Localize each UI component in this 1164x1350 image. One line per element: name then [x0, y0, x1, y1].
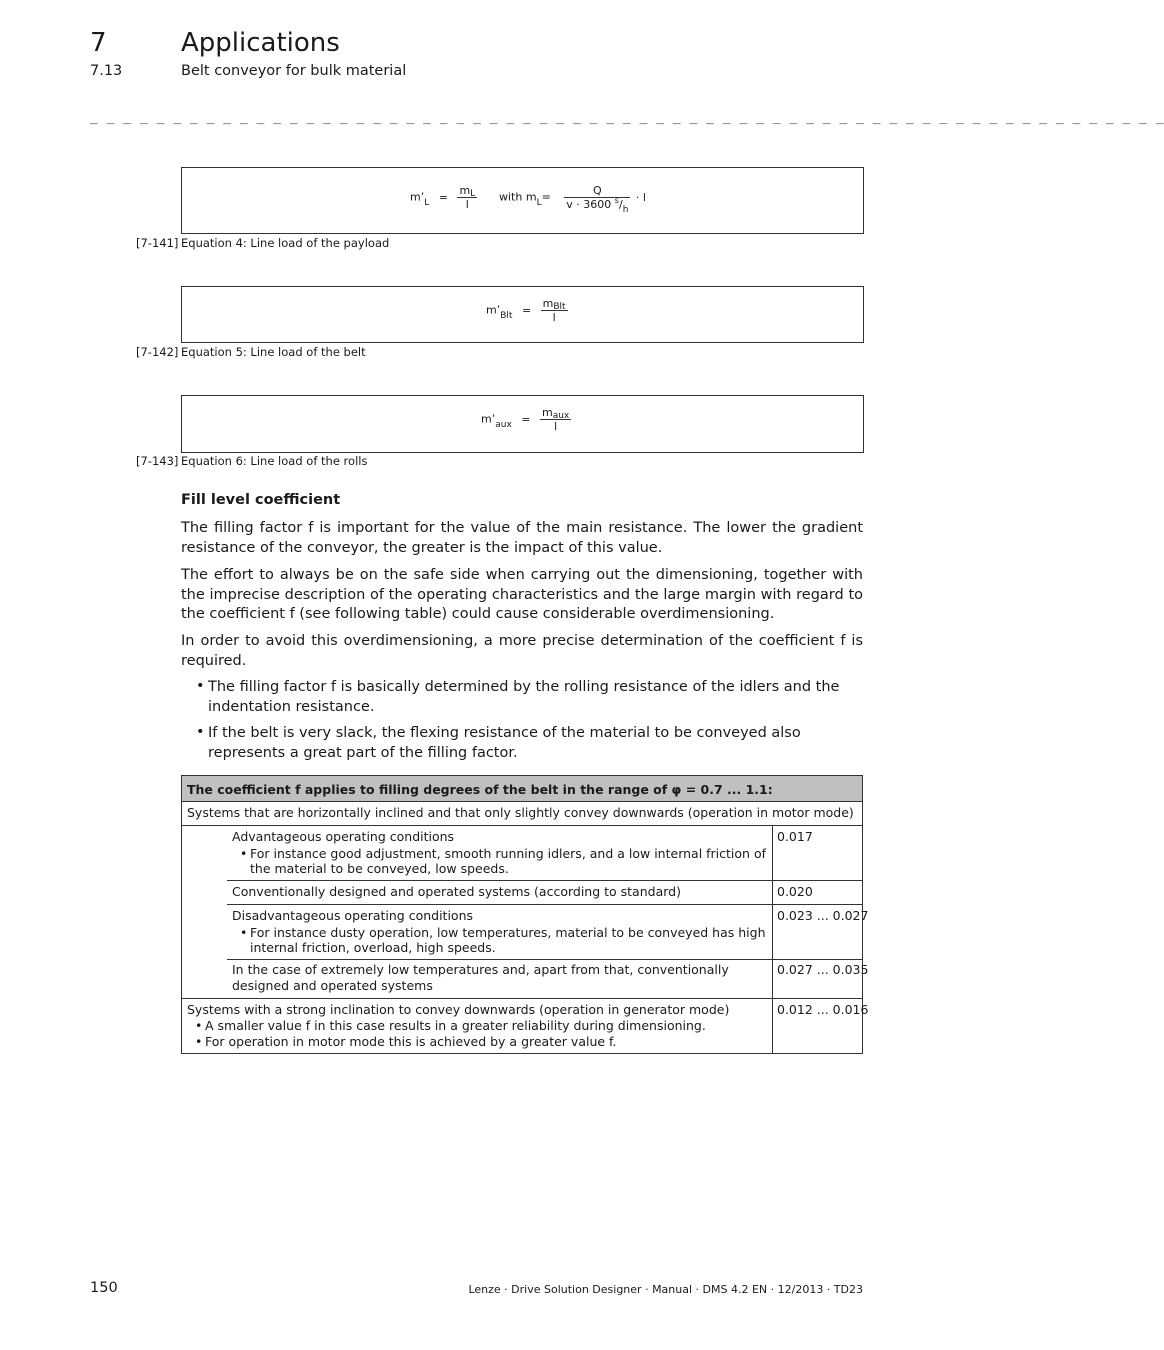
group-2-bullet-2: [195, 1034, 767, 1050]
eq1-num: m: [459, 184, 471, 197]
section-number: 7.13: [90, 63, 123, 79]
bullet-item-2: If the belt is very slack, the flexing resistance of the material to be conveyed also represents a great part of the filling factor.: [208, 725, 801, 761]
eq1-den2-sup: s: [614, 196, 619, 205]
paragraph-2: The effort to always be on the safe side when carrying out the dimensioning, together with the imprecise description of the operating characteristics and the large margin with regard to the coefficient f (see following table) could cause considerable overdimensioning.: [181, 567, 863, 622]
eq2-lhs-sub: Blt: [500, 310, 513, 321]
eq2-equals: =: [521, 303, 532, 317]
table-row-3: [227, 905, 773, 960]
chapter-number: 7: [90, 28, 107, 58]
bullet-mark: •: [196, 678, 205, 694]
eq1-den2-slash: /: [618, 198, 623, 211]
eq1-fraction: [457, 184, 477, 211]
group-2-bullet-1-text: A smaller value f in this case results in a greater reliability during dimensioning.: [205, 1018, 706, 1033]
page-number: 150: [90, 1280, 118, 1296]
eq1-num-sub: L: [470, 189, 476, 199]
group-2-title: Systems with a strong inclination to convey downwards (operation in generator mode): [187, 1002, 730, 1017]
equation-3: [481, 406, 571, 433]
eq3-den: l: [554, 420, 558, 433]
table-header: The coefficient f applies to filling degrees of the belt in the range of φ = 0.7 ... 1.1:: [181, 775, 863, 802]
eq1-with-eq: =: [541, 190, 551, 204]
eq3-lhs-sub: aux: [495, 419, 512, 430]
equation-3-caption-number: [7-143]: [136, 454, 179, 468]
eq2-num-sub: Blt: [553, 302, 566, 312]
eq3-num-sub: aux: [552, 411, 570, 421]
table-row-2: Conventionally designed and operated systems (according to standard): [227, 881, 773, 905]
equation-3-caption: Equation 6: Line load of the rolls: [181, 454, 368, 468]
group-2-bullet-mark: •: [195, 1034, 203, 1049]
eq3-num: m: [541, 406, 553, 419]
equation-box-2: [181, 286, 864, 343]
equation-box-3: [181, 395, 864, 453]
section-title: Belt conveyor for bulk material: [181, 63, 407, 79]
row-4-value: 0.027 ... 0.035: [773, 960, 863, 999]
eq2-num: m: [542, 297, 554, 310]
eq1-tail: · l: [635, 190, 646, 204]
group-2-value: 0.012 ... 0.016: [773, 998, 863, 1054]
eq3-lhs-symbol: m’: [481, 412, 496, 426]
equation-1-caption: Equation 4: Line load of the payload: [181, 236, 390, 250]
row-3-value: 0.023 ... 0.027: [773, 905, 863, 960]
table-row-4: In the case of extremely low temperatures and, apart from that, conventionally designed and operated systems: [227, 960, 773, 999]
row-3-bullet: [240, 925, 767, 955]
bullet-item-1: The filling factor f is basically determined by the rolling resistance of the idlers and the indentation resistance.: [208, 679, 840, 715]
eq1-with-sub: L: [536, 197, 542, 208]
table-row-1: [227, 826, 773, 881]
eq1-den2-sub: h: [622, 205, 629, 215]
row-2-value: 0.020: [773, 881, 863, 905]
equation-box-1: [181, 167, 864, 234]
eq1-den2: v · 3600: [566, 198, 612, 211]
group-2-bullet-mark: •: [195, 1018, 203, 1033]
eq3-fraction: [540, 406, 571, 433]
eq1-lhs-sub: L: [424, 197, 430, 208]
paragraph-1: The filling factor f is important for the value of the main resistance. The lower the gradient resistance of the conveyor, the greater is the impact of this value.: [181, 520, 863, 556]
header-separator: _ _ _ _ _ _ _ _ _ _ _ _ _ _ _ _ _ _ _ _ _ _ _ _ _ _ _ _ _ _ _ _ _ _ _ _ _ _ _ _ _ _ _ _ _ _ _ _ _ _ _ _ _ _ _ _ _ _ _ _ _ _ _ _ _: [90, 110, 1164, 125]
eq1-with-label: with m: [499, 190, 537, 204]
equation-1-caption-number: [7-141]: [136, 236, 179, 250]
row-1-bullet: [240, 846, 767, 876]
eq3-equals: =: [521, 412, 531, 426]
equation-2: [486, 297, 568, 324]
bullet-mark: •: [196, 724, 205, 740]
eq1-equals: =: [438, 190, 448, 204]
eq2-lhs-symbol: m’: [486, 303, 501, 317]
table-group-1: Systems that are horizontally inclined and that only slightly convey downwards (operation in motor mode): [181, 802, 863, 826]
equation-1-lhs: [410, 184, 477, 211]
paragraph-3: In order to avoid this overdimensioning, a more precise determination of the coefficient f is required.: [181, 633, 863, 669]
eq1-fraction-2: [564, 184, 630, 215]
group-2-bullet-2-text: For operation in motor mode this is achieved by a greater value f.: [205, 1034, 617, 1049]
group-2-bullet-1: [195, 1018, 767, 1034]
row-3-bullet-mark: •: [240, 925, 248, 940]
eq2-fraction: [541, 297, 568, 324]
table-group-2: [181, 998, 773, 1054]
equation-2-caption-number: [7-142]: [136, 345, 179, 359]
chapter-title: Applications: [181, 28, 340, 58]
row-1-value: 0.017: [773, 826, 863, 881]
footer-doc-info: Lenze · Drive Solution Designer · Manual · DMS 4.2 EN · 12/2013 · TD23: [468, 1283, 863, 1296]
equation-2-caption: Equation 5: Line load of the belt: [181, 345, 366, 359]
eq1-lhs-symbol: m’: [410, 190, 425, 204]
eq2-den: l: [552, 311, 556, 324]
section-heading: Fill level coefficient: [181, 492, 341, 508]
row-1-bullet-text: For instance good adjustment, smooth running idlers, and a low internal friction of the material to be conveyed, low speeds.: [250, 846, 766, 876]
row-3-bullet-text: For instance dusty operation, low temperatures, material to be conveyed has high internal friction, overload, high speeds.: [250, 925, 766, 955]
row-1-bullet-mark: •: [240, 846, 248, 861]
eq1-num2: Q: [564, 184, 630, 198]
row-3-title: Disadvantageous operating conditions: [232, 908, 474, 923]
eq1-den: l: [465, 198, 469, 211]
row-1-title: Advantageous operating conditions: [232, 829, 455, 844]
equation-1-with: [499, 184, 646, 215]
